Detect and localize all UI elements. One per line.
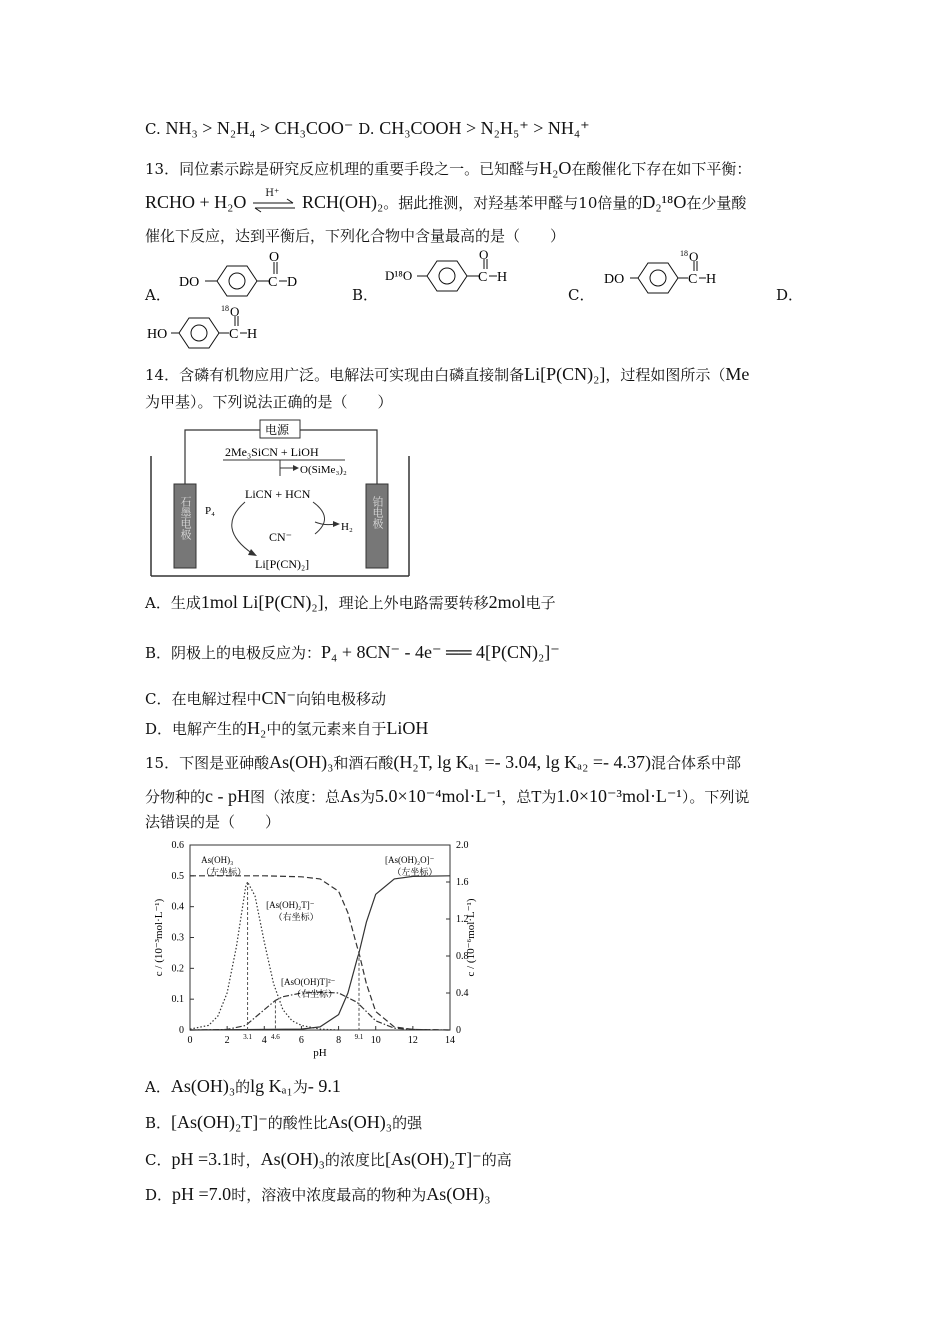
y-left-axis-label: c / (10⁻³mol·L⁻¹) [153,898,165,977]
q14-stem-text: 14．含磷有机物应用广泛。电解法可实现由白磷直接制备 [145,366,525,384]
y-left-tick-label: 0 [179,1025,184,1036]
label-as-oh3: As(OH)₃ [201,855,234,865]
q13-equilibrium-arrow [251,188,297,214]
struct-B-o: O [479,250,489,262]
y-right-axis-label: c / (10⁻⁶mol·L⁻¹) [465,898,477,977]
q13-optA-label: A． [145,286,171,304]
q15-optB-text-2: 的酸性比 [267,1114,328,1132]
q15-optD-text: D． [145,1186,173,1204]
q15-c-ph-chart [148,835,478,1065]
q12-optD-label: D. [358,120,375,138]
q14-optD-text-2: 中的氢元素来自于 [266,720,387,738]
struct-D-left: HO [147,327,168,342]
struct-A-left: DO [179,275,200,290]
struct-A-c: C [268,275,278,290]
x-tick-label: 6 [298,1035,304,1046]
x-tick-label: 2 [224,1035,230,1046]
diagram-h2: H₂ [341,521,353,533]
q14-optB-formula: P₄ + 8CN⁻ - 4e⁻ ══ 4[P(CN)₂]⁻ [321,642,560,662]
q14-optC-text: C．在电解过程中 [145,690,262,708]
q15-tartaric: (H₂T, lg Kₐ₁ =- 3.04, lg Kₐ₂ =- 4.37) [393,752,651,772]
q15-optC-text-2: 时， [230,1151,261,1169]
q15-optD-ph: pH =7.0 [172,1184,232,1204]
label-aso-oht-axis: （右坐标） [292,989,338,999]
struct-B-c: C [478,270,488,285]
q12-optC-label: C. [145,120,161,138]
series-line-1 [190,876,450,1030]
q15-optB-formula-2: As(OH)₃ [327,1112,393,1132]
q15-line2-text-5: ）。下列说 [681,788,750,806]
y-right-tick-label: 0 [456,1025,461,1036]
q13-structure-C [600,250,730,300]
struct-D-right: H [247,327,258,342]
q13-stem-text-2: 在酸催化下存在如下平衡： [571,160,752,178]
q15-optB-text: B． [145,1114,172,1132]
equilibrium-arrow-icon [251,198,297,214]
q13-eq-left: RCHO + H₂O [145,192,247,212]
struct-D-c: C [229,327,239,342]
q15-optC-formula-2: [As(OH)₂T]⁻ [384,1149,482,1169]
q13-stem-text-3: 。据此推测，对羟基苯甲醛与10倍量的 [383,194,643,212]
q14-line1 [145,364,749,385]
struct-D-iso: 18 [221,304,229,313]
q14-optB-text: B．阴极上的电极反应为： [145,644,322,662]
graphite-electrode-label: 石墨电极 [179,496,191,540]
q15-optB-formula: [As(OH)₂T]⁻ [171,1112,268,1132]
q14-optA [145,592,556,613]
y-right-tick-label: 1.6 [456,877,469,888]
platinum-electrode-label: 铂电极 [371,496,383,529]
q13-optD-label: D． [776,286,804,304]
y-right-tick-label: 0.8 [456,951,469,962]
label-as-oh2t: [As(OH)₂T]⁻ [266,900,315,910]
q15-line2 [145,786,749,807]
x-axis-label: pH [313,1047,327,1059]
q15-c-ph: c - pH [205,786,250,806]
diagram-cn: CN⁻ [269,530,293,544]
q12-optD-formula: CH₃COOH > N₂H₅⁺ > NH₄⁺ [379,118,590,138]
y-left-tick-label: 0.5 [171,870,184,882]
diagram-p4: P₄ [205,505,215,517]
q15-stem-text: 15．下图是亚砷酸 [145,754,270,772]
q15-optC [145,1149,512,1170]
q14-optD-text: D．电解产生的 [145,720,248,738]
q15-stem-text-2: 和酒石酸 [333,754,394,772]
q15-line2-text-2: 图（浓度：总 [250,788,341,806]
power-source-label: 电源 [265,423,290,437]
q13-structure-A [175,250,305,300]
struct-B-left: D¹⁸O [385,268,413,283]
diagram-byproduct: O(SiMe₃)₂ [300,464,347,476]
diagram-mid: LiCN + HCN [245,487,311,501]
y-right-tick-label: 1.2 [456,914,469,925]
label-as-oh3-axis: （左坐标） [201,867,247,877]
struct-A-o: O [269,250,280,265]
y-right-tick-label: 0.4 [456,988,469,999]
q14-line2: 为甲基）。下列说法正确的是（ ） [145,393,393,411]
q15-optD-formula: As(OH)₃ [426,1184,491,1204]
q13-structure-B [383,250,523,300]
y-left-tick-label: 0.6 [171,840,184,851]
q14-electrolysis-diagram [145,418,415,580]
q13-optC-label: C． [568,286,595,304]
q14-product: Li[P(CN)₂] [524,364,606,384]
q15-line2-text-4: ，总T为 [501,788,557,806]
struct-A-right: D [287,275,298,290]
q12-optC-formula: NH₃ > N₂H₄ > CH₃COO⁻ [165,118,354,138]
x-special-tick-label: 4.6 [271,1033,280,1041]
q14-optD-formula: H₂ [247,718,267,738]
q13-line1 [145,158,751,179]
q13-d2o18: D₂¹⁸O [642,192,687,212]
q15-as-conc: 5.0×10⁻⁴mol·L⁻¹ [375,786,502,806]
q14-optA-text-2: ，理论上外电路需要转移 [323,594,489,612]
x-tick-label: 0 [187,1035,193,1046]
q14-optA-formula: 1mol Li[P(CN)₂] [200,592,324,612]
q15-line2-text-3: 为 [360,788,376,806]
q14-optD [145,718,428,739]
q14-optD-formula-2: LiOH [386,718,429,738]
y-left-tick-label: 0.1 [171,994,184,1006]
q15-optB-text-3: 的强 [392,1114,423,1132]
q13-line2 [145,188,747,214]
q14-optA-text: A．生成 [145,594,201,612]
q14-stem-text-2: ，过程如图所示（ [605,366,726,384]
q14-optB [145,642,560,663]
struct-C-left: DO [604,272,625,287]
q15-optC-text-3: 的浓度比 [324,1151,385,1169]
q15-optC-formula: As(OH)₃ [260,1149,325,1169]
q15-optA-formula: As(OH)₃ [170,1076,236,1096]
q15-optB [145,1112,422,1133]
struct-D-o: O [230,304,240,319]
q15-optA-text-3: 为 [292,1078,308,1096]
q13-stem-text-4: 在少量酸 [686,194,747,212]
q14-optA-text-3: 电子 [525,594,556,612]
struct-B-right: H [497,270,508,285]
q13-structure-D [145,302,275,352]
x-special-tick-label: 9.1 [354,1033,364,1041]
q15-optC-ph: pH =3.1 [171,1149,231,1169]
q15-optA [145,1076,341,1097]
struct-C-iso: 18 [680,250,688,258]
x-tick-label: 12 [407,1035,418,1046]
q15-line1 [145,752,741,773]
q12-options-line [145,118,590,139]
q13-catalyst: H⁺ [265,188,280,199]
q14-optA-amount: 2mol [488,592,526,612]
struct-C-c: C [688,272,698,287]
q15-optA-text: A． [145,1078,171,1096]
q13-optB-label: B． [352,286,379,304]
q15-optD [145,1184,490,1205]
q15-t-conc: 1.0×10⁻³mol·L⁻¹ [556,786,682,806]
q15-arsenous: As(OH)₃ [269,752,334,772]
q13-stem-text: 13．同位素示踪是研究反应机理的重要手段之一。已知醛与 [145,160,540,178]
q15-optC-text-4: 的高 [481,1151,512,1169]
q13-h2o: H₂O [539,158,572,178]
q15-line3: 法错误的是（ ） [145,813,281,831]
struct-C-o: O [689,250,699,264]
q15-optA-lgk: lg Kₐ₁ [250,1076,293,1096]
q14-optC-formula: CN⁻ [261,688,296,708]
q15-optA-value: - 9.1 [307,1076,341,1096]
q13-eq-right: RCH(OH)₂ [302,192,384,212]
q15-as: As [340,786,361,806]
q14-me: Me [725,364,750,384]
q15-optC-text: C． [145,1151,172,1169]
x-tick-label: 4 [261,1035,267,1046]
x-special-tick-label: 3.1 [243,1033,252,1041]
x-tick-label: 14 [445,1035,455,1046]
label-as-oh2o-axis: （左坐标） [392,867,438,877]
y-right-tick-label: 2.0 [456,840,469,851]
q15-line2-text: 分物种的 [145,788,206,806]
series-line-2 [190,876,450,1030]
series-line-3 [190,882,339,1030]
x-tick-label: 8 [336,1035,342,1046]
label-aso-oht: [AsO(OH)T]²⁻ [281,977,336,987]
q13-line3: 催化下反应，达到平衡后，下列化合物中含量最高的是（ ） [145,227,566,245]
y-left-tick-label: 0.4 [171,901,184,913]
diagram-reactants: 2Me₃SiCN + LiOH [225,445,319,459]
q15-stem-text-3: 混合体系中部 [650,754,741,772]
q15-optA-text-2: 的 [235,1078,251,1096]
y-left-tick-label: 0.3 [171,932,184,944]
label-as-oh2t-axis: （右坐标） [273,912,319,922]
q14-optC [145,688,386,709]
label-as-oh2o: [As(OH)₂O]⁻ [385,855,435,865]
diagram-product: Li[P(CN)₂] [255,557,310,571]
y-left-tick-label: 0.2 [171,963,184,975]
q15-optD-text-2: 时，溶液中浓度最高的物种为 [231,1186,427,1204]
q14-optC-text-2: 向铂电极移动 [296,690,387,708]
x-tick-label: 10 [370,1035,381,1046]
struct-C-right: H [706,272,717,287]
